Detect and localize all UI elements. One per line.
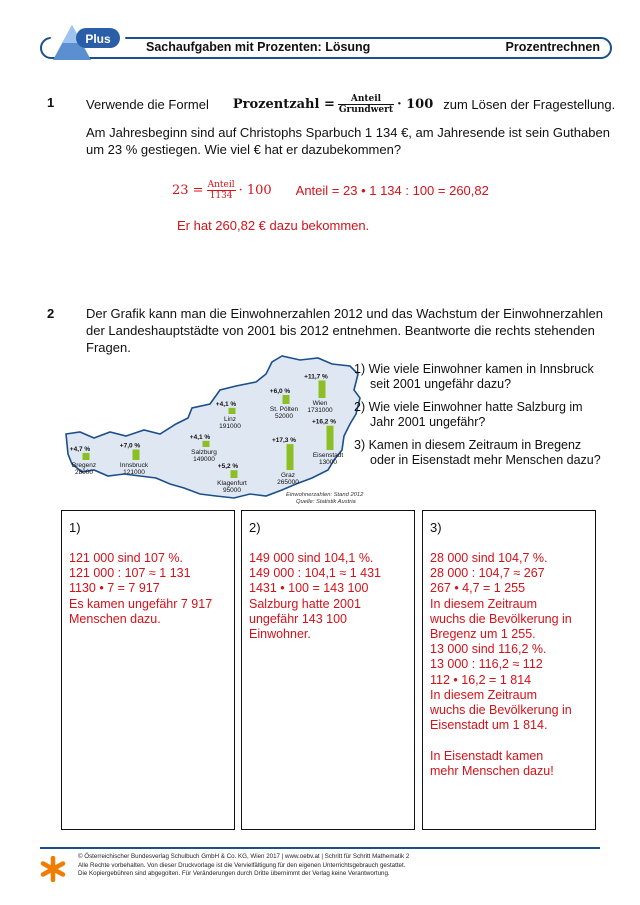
answer-line: wuchs die Bevölkerung in xyxy=(430,703,572,718)
answer-line: 149 000 sind 104,1 %. xyxy=(249,551,374,565)
answer-line: 13 000 : 116,2 ≈ 112 xyxy=(430,657,543,672)
city-name-label: Salzburg xyxy=(191,449,217,456)
question-3-line2: oder in Eisenstadt mehr Menschen dazu? xyxy=(370,453,601,467)
formula-tail: · 100 xyxy=(397,97,434,112)
answer-line: In diesem Zeitraum xyxy=(430,596,537,611)
answer-line: mehr Menschen dazu! xyxy=(430,763,554,778)
city-name-label: Eisenstadt xyxy=(312,452,344,459)
formula-fraction xyxy=(338,94,394,115)
answer-line: 1130 • 7 = 7 917 xyxy=(69,581,160,596)
answer-line: 121 000 : 107 ≈ 1 131 xyxy=(69,566,191,581)
population-label: 28000 xyxy=(74,469,94,476)
footer xyxy=(78,853,409,879)
solution-tail: · 100 xyxy=(238,183,272,198)
answer-box-3-label: 3) xyxy=(430,520,442,535)
answer-box-1-lines xyxy=(69,551,230,627)
answer-line: Eisenstadt um 1 814. xyxy=(430,718,548,733)
city-name-label: Klagenfurt xyxy=(217,480,247,487)
page-title: Sachaufgaben mit Prozenten: Lösung xyxy=(146,40,371,54)
answer-line: Einwohner. xyxy=(249,627,311,642)
answer-box-2-label: 2) xyxy=(249,520,261,535)
question-1-line2: seit 2001 ungefähr dazu? xyxy=(370,377,512,391)
task1-formula-intro: Verwende die Formel xyxy=(86,97,209,112)
growth-bar xyxy=(83,453,90,460)
answer-line: Es kamen ungefähr 7 917 xyxy=(69,596,213,611)
task1-answer: Er hat 260,82 € dazu bekommen. xyxy=(177,218,370,233)
growth-label: +11,7 % xyxy=(304,373,328,381)
asterisk-icon xyxy=(40,856,66,882)
growth-label: +4,1 % xyxy=(189,433,211,441)
growth-bar xyxy=(231,470,238,478)
formula-numerator: Anteil xyxy=(338,94,394,105)
task1-text-line2: um 23 % gestiegen. Wie viel € hat er dazubekommen? xyxy=(86,142,402,157)
footer-line3: Die Kopiergebühren sind abgegolten. Für Veränderungen durch Dritte übernimmt der Verlag keine Verantwortung. xyxy=(78,870,390,878)
answer-line: 28 000 sind 104,7 %. xyxy=(430,551,548,565)
task2-text-line2: der Landeshauptstädte von 2001 bis 2012 entnehmen. Beantworte die rechts stehenden xyxy=(86,323,595,338)
footer-line1: © Österreichischer Bundesverlag Schulbuch GmbH & Co. KG, Wien 2017 | www.oebv.at | Schritt für Schritt Mathematik 2 xyxy=(78,853,410,860)
question-3-line1: 3) Kamen in diesem Zeitraum in Bregenz xyxy=(354,438,582,452)
task1-number: 1 xyxy=(47,95,55,110)
solution-calc: Anteil = 23 • 1 134 : 100 = 260,82 xyxy=(295,183,489,198)
question-2-line2: Jahr 2001 ungefähr? xyxy=(370,415,486,429)
growth-label: +4,1 % xyxy=(215,400,237,408)
answer-line: ungefähr 143 100 xyxy=(249,611,348,626)
growth-bar xyxy=(203,441,210,447)
task1-solution-line xyxy=(172,180,489,201)
answer-box-3-lines xyxy=(430,551,591,779)
answer-box-3 xyxy=(422,510,596,830)
solution-numerator: Anteil xyxy=(207,180,235,190)
answer-box-2-lines xyxy=(249,551,410,642)
answer-box-2 xyxy=(241,510,415,830)
answer-line: Bregenz um 1 255. xyxy=(430,627,536,642)
map-source-line1: Einwohnerzahlen: Stand 2012 xyxy=(286,492,364,498)
logo-text: Plus xyxy=(85,32,111,46)
answer-box-1 xyxy=(61,510,235,830)
population-label: 121000 xyxy=(123,469,145,476)
population-label: 265000 xyxy=(277,479,299,486)
growth-label: +17,3 % xyxy=(271,437,297,445)
formula-lhs: Prozentzahl = xyxy=(232,97,335,112)
city-name-label: St. Pölten xyxy=(269,406,299,413)
task2-number: 2 xyxy=(47,306,55,321)
city-name-label: Graz xyxy=(280,472,296,479)
population-label: 95000 xyxy=(222,487,242,494)
answer-box-1-label: 1) xyxy=(69,520,81,535)
answer-line: Salzburg hatte 2001 xyxy=(249,596,361,611)
city-name-label: Wien xyxy=(312,400,328,407)
austria-map xyxy=(60,352,370,512)
population-label: 149000 xyxy=(193,456,215,463)
city-name-label: Linz xyxy=(224,416,236,423)
answer-line: 112 • 16,2 = 1 814 xyxy=(430,672,532,687)
growth-label: +6,0 % xyxy=(269,388,291,395)
task1-formula-line xyxy=(86,94,615,115)
footer-rule xyxy=(40,847,600,849)
answer-line: wuchs die Bevölkerung in xyxy=(430,611,572,626)
answer-line: 121 000 sind 107 %. xyxy=(69,551,183,565)
growth-bar xyxy=(133,450,140,461)
growth-label: +16,2 % xyxy=(311,418,337,426)
answer-line xyxy=(430,733,591,748)
solution-denominator: 1134 xyxy=(209,191,233,201)
answer-line: 1431 • 100 = 143 100 xyxy=(249,581,369,596)
answer-line: In diesem Zeitraum xyxy=(430,687,537,702)
answer-line: 13 000 sind 116,2 %. xyxy=(430,642,547,657)
answer-line: 28 000 : 104,7 ≈ 267 xyxy=(430,566,545,581)
population-label: 1731000 xyxy=(307,407,333,414)
city-name-label: Innsbruck xyxy=(119,462,149,469)
map-source-line2: Quelle: Statistik Austria xyxy=(296,499,356,505)
page-topic: Prozentrechnen xyxy=(505,40,600,54)
plus-logo xyxy=(50,22,128,64)
growth-bar xyxy=(229,408,236,414)
footer-line2: Alle Rechte vorbehalten. Von dieser Druckvorlage ist die Vervielfältigung für den eigenen Unterrichtsgebrauch gestattet. xyxy=(78,861,406,869)
answer-line: Menschen dazu. xyxy=(69,611,161,626)
growth-label: +7,0 % xyxy=(119,442,141,450)
answer-line: 267 • 4,7 = 1 255 xyxy=(430,581,526,596)
population-label: 191000 xyxy=(219,423,241,430)
solution-lhs: 23 = xyxy=(172,183,204,198)
city-name-label: Bregenz xyxy=(71,462,97,469)
formula-after: zum Lösen der Fragestellung. xyxy=(443,97,616,112)
growth-bar xyxy=(327,426,334,450)
question-2-line1: 2) Wie viele Einwohner hatte Salzburg im xyxy=(354,400,583,414)
answer-line: 149 000 : 104,1 ≈ 1 431 xyxy=(249,566,381,581)
solution-fraction xyxy=(207,180,236,201)
growth-bar xyxy=(283,395,290,404)
growth-bar xyxy=(319,380,326,398)
task2-text-line3: Fragen. xyxy=(86,340,131,355)
population-label: 13000 xyxy=(318,459,338,466)
growth-label: +5,2 % xyxy=(217,463,239,471)
population-label: 52000 xyxy=(274,413,294,420)
formula-denominator: Grundwert xyxy=(338,105,394,115)
question-1-line1: 1) Wie viele Einwohner kamen in Innsbruck xyxy=(354,362,594,376)
task1-text-line1: Am Jahresbeginn sind auf Christophs Sparbuch 1 134 €, am Jahresende ist sein Guthaben xyxy=(86,125,610,140)
task2-text-line1: Der Grafik kann man die Einwohnerzahlen 2012 und das Wachstum der Einwohnerzahlen xyxy=(86,306,603,321)
answer-line: In Eisenstadt kamen xyxy=(430,748,544,763)
growth-bar xyxy=(287,444,294,470)
growth-label: +4,7 % xyxy=(69,445,91,453)
